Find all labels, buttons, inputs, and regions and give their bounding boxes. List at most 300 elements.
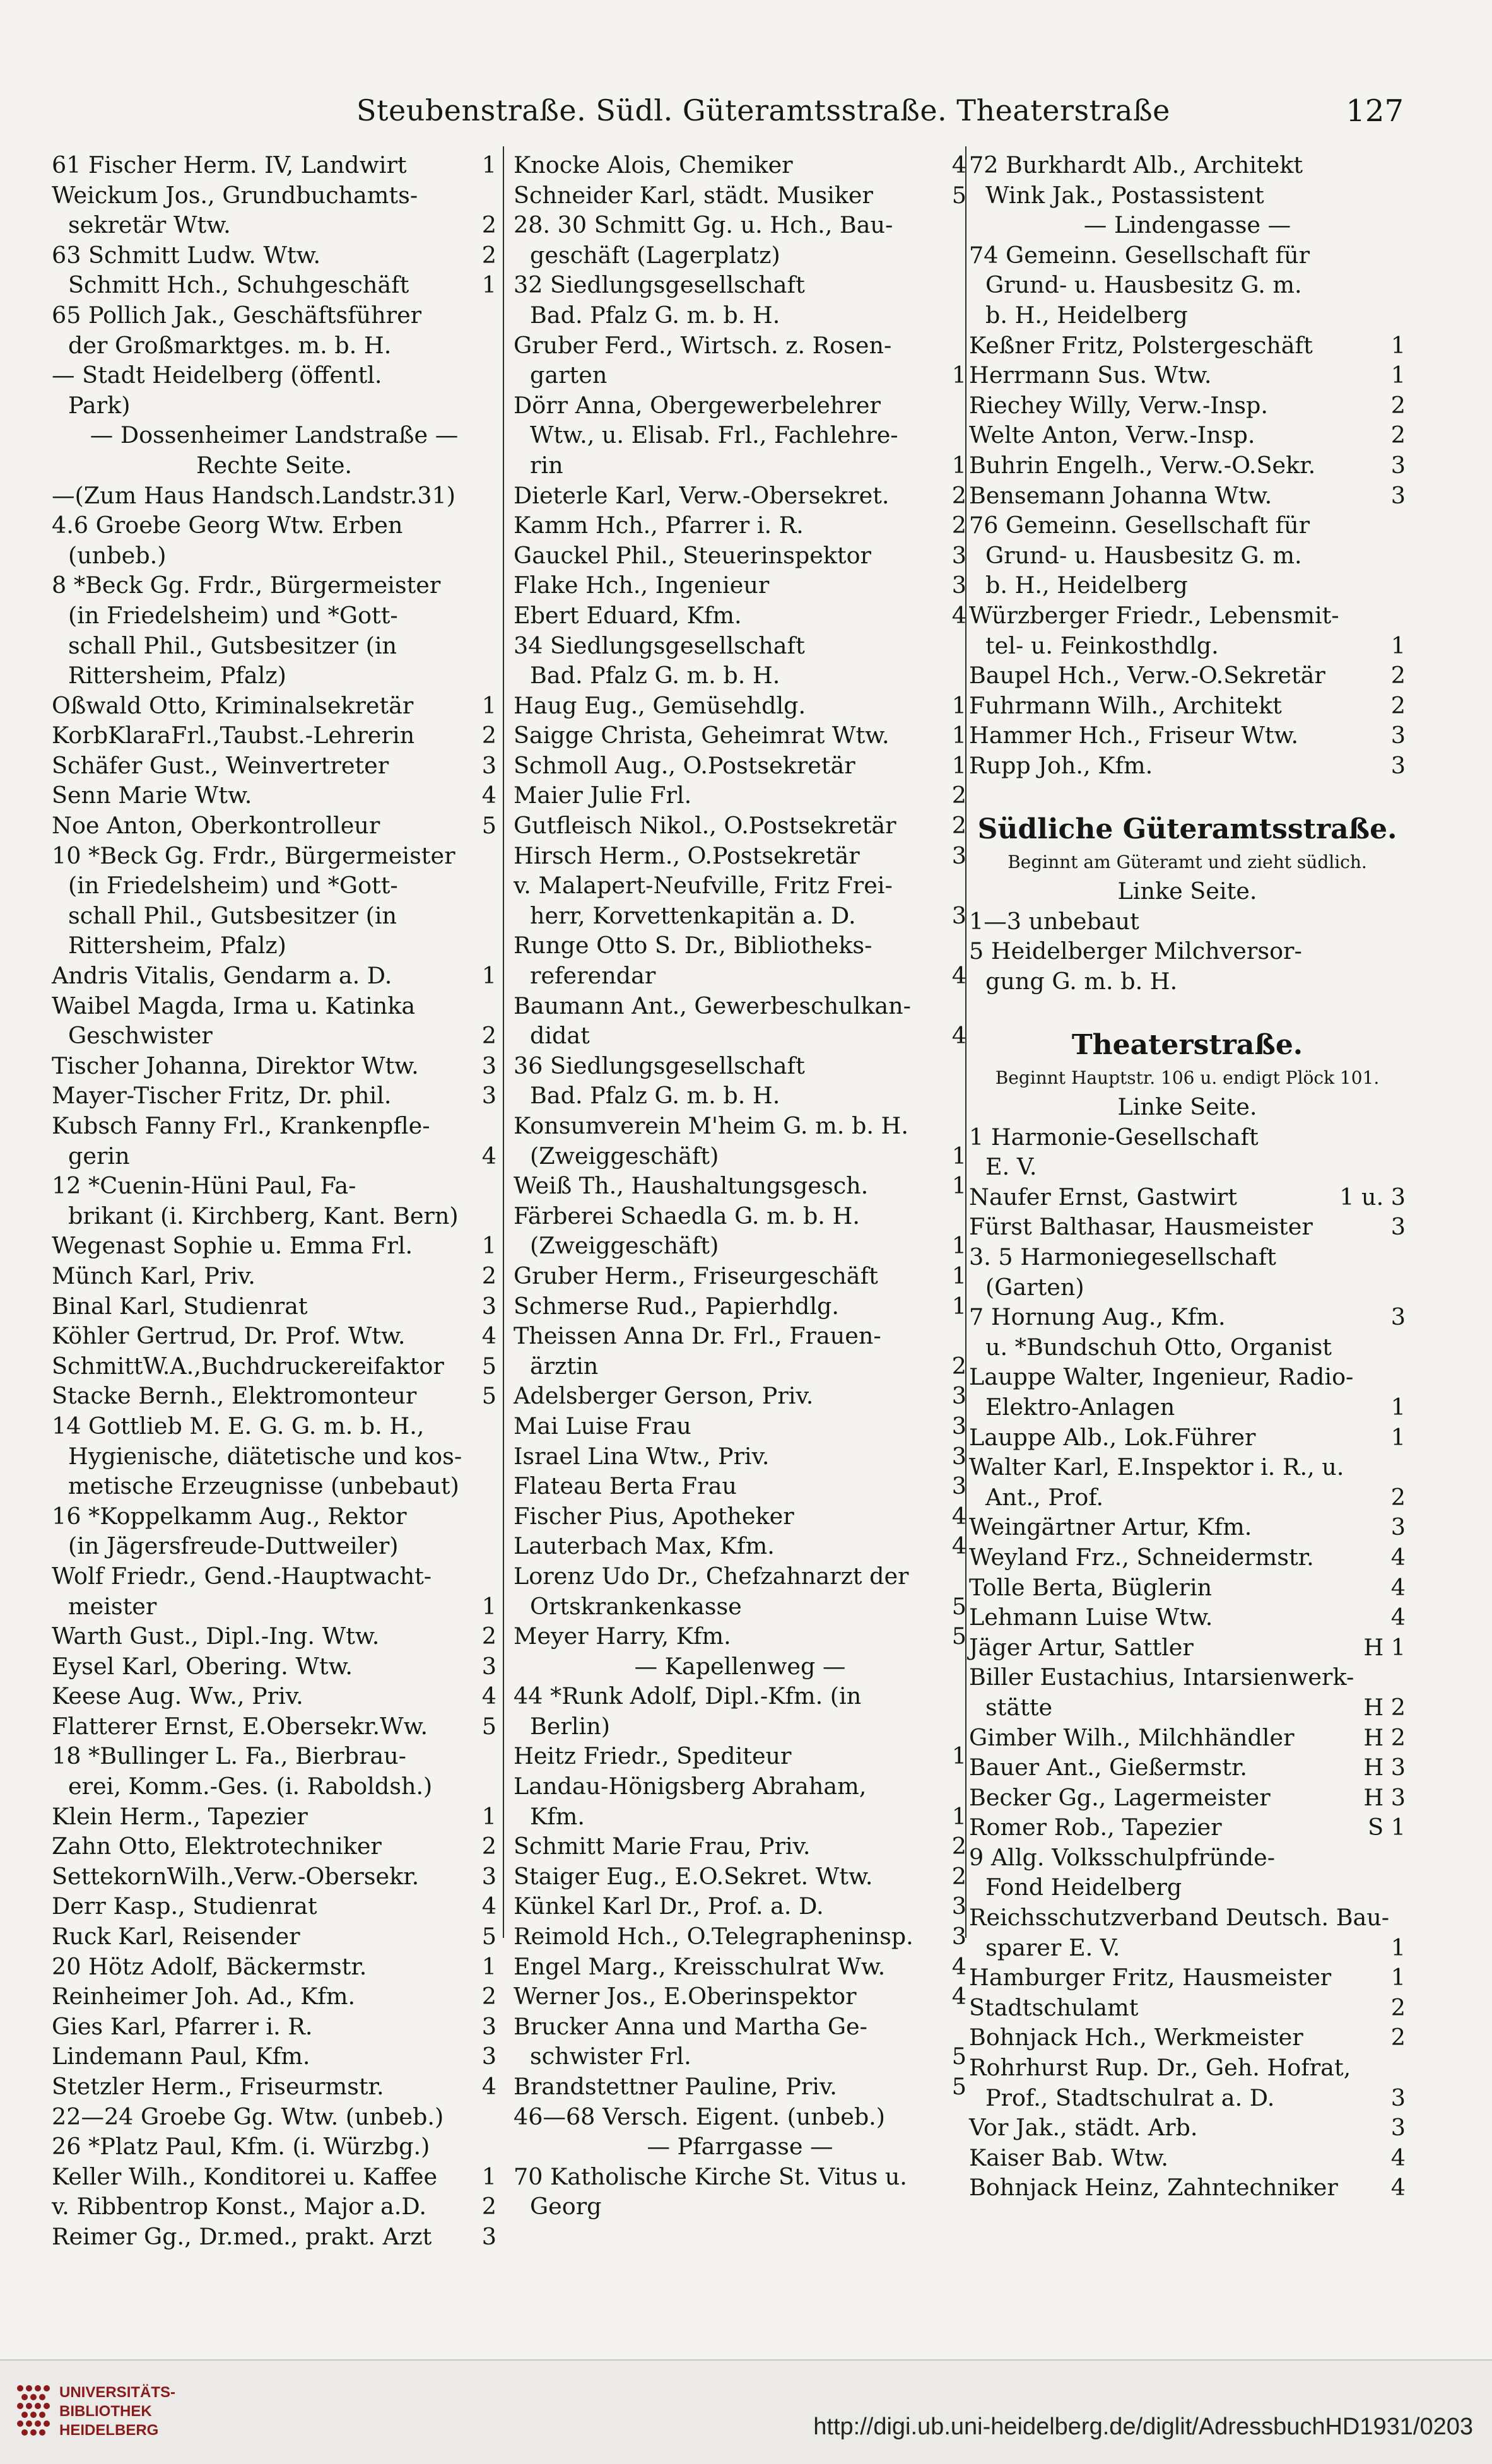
entry-text: 72 Burkhardt Alb., Architekt [969,151,1303,179]
floor-number [1389,300,1406,331]
directory-line [52,1321,496,1351]
directory-line [514,1952,966,1982]
floor-number: 1 [481,271,496,299]
floor-number [1389,601,1406,631]
floor-number [950,2012,966,2042]
floor-number: 5 [481,1712,496,1740]
directory-line [52,720,496,751]
directory-line [969,541,1406,571]
entry-text: — Pfarrgasse — [647,2133,833,2161]
directory-line [514,1891,966,1921]
entry-text: 74 Gemeinn. Gesellschaft für [969,241,1310,269]
entry-text: Maier Julie Frl. [514,782,692,809]
entry-text: schwister Frl. [530,2043,691,2070]
directory-line [52,481,496,511]
entry-text: Keßner Fritz, Polstergeschäft [969,331,1313,359]
entry-text: Buhrin Engelh., Verw.-O.Sekr. [969,451,1316,479]
library-name [59,2383,175,2440]
floor-number: 3 [481,1292,496,1320]
floor-number: 3 [1390,451,1406,479]
directory-line [52,1201,496,1231]
floor-number: 5 [481,1382,496,1410]
entry-text: Gutfleisch Nikol., O.Postsekretär [514,812,896,840]
directory-line [969,1903,1406,1933]
directory-line [52,1831,496,1862]
floor-number: 3 [951,572,966,599]
directory-line [52,1531,496,1561]
directory-line [969,240,1406,271]
directory-line [969,1423,1406,1453]
entry-text: Weingärtner Artur, Kfm. [969,1513,1252,1541]
entry-text: metische Erzeugnisse (unbebaut) [68,1472,459,1500]
entry-text: Knocke Alois, Chemiker [514,151,793,179]
running-title: Steubenstraße. Südl. Güteramtsstraße. Theaterstraße [356,93,1170,127]
floor-number: 1 [951,1232,966,1260]
directory-line [514,1051,966,1081]
directory-line [52,1741,496,1771]
entry-text: Georg [530,2193,602,2221]
entry-text: 14 Gottlieb M. E. G. G. m. b. H., [52,1412,425,1440]
directory-line [969,1212,1406,1242]
directory-line [52,1501,496,1532]
floor-number: 2 [951,1352,966,1380]
floor-number: 1 [481,2162,496,2190]
floor-number [1389,966,1406,997]
entry-text: Waibel Magda, Irma u. Katinka [52,992,416,1019]
entry-text: 10 *Beck Gg. Frdr., Bürgermeister [52,842,455,869]
floor-number: 1 [951,1802,966,1830]
floor-number: 2 [481,1833,496,1860]
entry-text: Flateau Berta Frau [514,1472,737,1500]
floor-number [1389,541,1406,571]
directory-line [969,1633,1406,1663]
floor-number [1389,996,1406,1026]
floor-number: 5 [951,2043,966,2070]
directory-line [52,601,496,631]
floor-number: 4 [951,1022,966,1050]
directory-line [969,631,1406,661]
directory-line [969,2083,1406,2113]
directory-line [969,720,1406,751]
entry-text: Elektro-Anlagen [985,1393,1175,1421]
directory-line [514,1592,966,1622]
entry-text: tel- u. Feinkosthdlg. [985,631,1219,659]
directory-line [969,2143,1406,2173]
floor-number: 1 [1390,1423,1406,1451]
floor-number [480,1741,496,1771]
entry-text: Mayer-Tischer Fritz, Dr. phil. [52,1082,392,1110]
entry-text: Grund- u. Hausbesitz G. m. [985,541,1302,569]
entry-text: 5 Heidelberger Milchversor- [969,937,1302,965]
floor-number: 1 [1390,1933,1406,1961]
entry-text: Walter Karl, E.Inspektor i. R., u. [969,1453,1344,1481]
entry-text: Israel Lina Wtw., Priv. [514,1442,770,1470]
floor-number: 3 [951,1923,966,1951]
entry-text: 7 Hornung Aug., Kfm. [969,1303,1226,1331]
floor-number [480,871,496,901]
floor-number: 3 [951,901,966,929]
entry-text: Ant., Prof. [985,1483,1104,1511]
entry-text: Bad. Pfalz G. m. b. H. [530,1082,780,1110]
floor-number: 3 [951,1382,966,1410]
directory-line [514,2191,966,2222]
directory-line [969,1933,1406,1963]
directory-line [969,2022,1406,2053]
directory-line [52,780,496,811]
floor-number: 1 [951,751,966,779]
floor-number: 3 [1390,2084,1406,2111]
directory-line [969,660,1406,691]
floor-number: H 1 [1363,1633,1406,1661]
directory-line [514,450,966,481]
floor-number: 3 [481,2012,496,2040]
floor-number: 1 [1390,331,1406,359]
entry-text: Gauckel Phil., Steuerinspektor [514,541,871,569]
entry-text: Brucker Anna und Martha Ge- [514,2012,867,2040]
entry-text: — Dossenheimer Landstraße — [90,421,459,449]
library-name-line: BIBLIOTHEK [59,2403,152,2420]
entry-text: Keller Wilh., Konditorei u. Kaffee [52,2162,438,2190]
entry-text: Baupel Hch., Verw.-O.Sekretär [969,662,1325,689]
section-label [969,1092,1406,1122]
entry-text: ärztin [530,1352,599,1380]
entry-text: Bohnjack Heinz, Zahntechniker [969,2174,1338,2202]
directory-line [969,1272,1406,1303]
entry-text: garten [530,361,608,389]
floor-number: 1 [481,151,496,179]
entry-text: Hammer Hch., Friseur Wtw. [969,722,1299,749]
floor-number: 3 [481,2222,496,2250]
floor-number: 3 [1390,2114,1406,2142]
entry-text: Wolf Friedr., Gend.-Hauptwacht- [52,1562,432,1590]
entry-text: 61 Fischer Herm. IV, Landwirt [52,151,407,179]
entry-text: 20 Hötz Adolf, Bäckermstr. [52,1952,367,1980]
entry-text: Landau-Hönigsberg Abraham, [514,1773,867,1800]
floor-number [950,210,966,240]
floor-number [950,1051,966,1081]
directory-line [514,780,966,811]
floor-number: 1 [951,1292,966,1320]
entry-text: Lindemann Paul, Kfm. [52,2043,310,2070]
directory-line [969,1962,1406,1993]
directory-line [969,1302,1406,1332]
directory-line [514,601,966,631]
directory-line [514,300,966,331]
directory-line [52,1771,496,1802]
floor-number: 1 [951,722,966,749]
directory-line [514,1771,966,1802]
floor-number: 3 [951,1892,966,1920]
floor-number [480,1201,496,1231]
floor-number: 3 [481,1052,496,1079]
entry-text: Romer Rob., Tapezier [969,1814,1222,1841]
directory-line [52,1471,496,1501]
directory-line [969,1662,1406,1693]
directory-line [52,1921,496,1952]
entry-text: (unbeb.) [68,541,167,569]
column-1 [52,150,496,2250]
directory-line [52,991,496,1021]
directory-line [514,751,966,781]
entry-text: Beginnt Hauptstr. 106 u. endigt Plöck 101. [995,1067,1380,1089]
entry-text: (Zweiggeschäft) [530,1142,719,1170]
floor-number: 4 [481,1142,496,1170]
permalink-url[interactable]: http://digi.ub.uni-heidelberg.de/diglit/AdressbuchHD1931/0203 [813,2414,1473,2440]
floor-number: 1 [951,361,966,389]
directory-line [52,2012,496,2042]
entry-text: b. H., Heidelberg [985,572,1188,599]
entry-text: —(Zum Haus Handsch.Landstr.31) [52,481,455,509]
directory-line [52,2222,496,2252]
directory-line [969,331,1406,361]
floor-number [950,2162,966,2192]
floor-number: 3 [1390,1303,1406,1331]
entry-text: Fond Heidelberg [985,1874,1182,1901]
entry-text: Lehmann Luise Wtw. [969,1604,1213,1631]
page-number: 127 [1346,93,1404,129]
directory-line [514,811,966,841]
entry-text: 1—3 unbebaut [969,907,1139,935]
directory-line [969,1182,1406,1212]
entry-text: Saigge Christa, Geheimrat Wtw. [514,722,890,749]
entry-text: Weyland Frz., Schneidermstr. [969,1543,1314,1571]
floor-number [1389,780,1406,811]
entry-text: Fürst Balthasar, Hausmeister [969,1213,1313,1241]
entry-text: Wink Jak., Postassistent [985,181,1264,209]
directory-line [52,300,496,331]
directory-line [969,780,1406,811]
entry-text: 28. 30 Schmitt Gg. u. Hch., Bau- [514,211,893,239]
directory-line [514,1111,966,1141]
floor-number: 2 [1390,1993,1406,2021]
directory-line [969,1512,1406,1542]
directory-line [514,660,966,691]
directory-line [514,1411,966,1441]
entry-text: Naufer Ernst, Gastwirt [969,1183,1237,1211]
directory-line [514,1531,966,1561]
directory-line [514,1381,966,1411]
entry-text: 44 *Runk Adolf, Dipl.-Kfm. (in [514,1682,862,1710]
directory-line [514,570,966,601]
entry-text: Reinheimer Joh. Ad., Kfm. [52,1983,356,2010]
floor-number [1389,150,1406,180]
directory-line [969,1723,1406,1753]
entry-text: 63 Schmitt Ludw. Wtw. [52,241,321,269]
entry-text: Rupp Joh., Kfm. [969,751,1153,779]
directory-line [514,210,966,240]
entry-text: Prof., Stadtschulrat a. D. [985,2084,1275,2111]
floor-number [950,930,966,961]
floor-number: 5 [951,181,966,209]
floor-number [1389,1122,1406,1153]
floor-number [480,631,496,661]
column-2 [514,150,966,2221]
directory-line [52,1171,496,1201]
directory-line [52,1561,496,1592]
column-divider [503,146,504,1938]
directory-line [52,2102,496,2132]
floor-number: 4 [481,2073,496,2100]
floor-number: 3 [1390,1213,1406,1241]
floor-number [1389,1843,1406,1873]
directory-line [514,901,966,931]
directory-line [52,360,496,390]
directory-line [514,930,966,961]
entry-text: b. H., Heidelberg [985,301,1188,329]
floor-number: 3 [481,751,496,779]
floor-number [1389,270,1406,300]
entry-text: 8 *Beck Gg. Frdr., Bürgermeister [52,572,441,599]
entry-text: Linke Seite. [1117,877,1257,905]
entry-text: 12 *Cuenin-Hüni Paul, Fa- [52,1172,356,1200]
entry-text: herr, Korvettenkapitän a. D. [530,901,856,929]
entry-text: Gruber Herm., Friseurgeschäft [514,1262,878,1289]
directory-line [52,331,496,361]
directory-line [514,1291,966,1322]
entry-text: brikant (i. Kirchberg, Kant. Bern) [68,1202,459,1229]
viewer-footer [0,2361,1492,2464]
entry-text: Ortskrankenkasse [530,1592,742,1620]
floor-number [480,1111,496,1141]
floor-number: 1 [951,1172,966,1200]
entry-text: stätte [985,1693,1053,1721]
floor-number [480,1561,496,1592]
entry-text: (Zweiggeschäft) [530,1232,719,1260]
floor-number [950,1711,966,1742]
floor-number [480,1531,496,1561]
directory-line [52,180,496,211]
entry-text: Flake Hch., Ingenieur [514,572,770,599]
entry-text: Bohnjack Hch., Werkmeister [969,2024,1303,2051]
directory-line [52,1021,496,1051]
floor-number: 5 [951,1592,966,1620]
directory-line [52,871,496,901]
floor-number [1389,240,1406,271]
entry-text: Geschwister [68,1022,213,1050]
directory-line [969,1783,1406,1813]
floor-number: H 3 [1363,1754,1406,1781]
entry-text: Werner Jos., E.Oberinspektor [514,1983,857,2010]
entry-text: (in Friedelsheim) und *Gott- [68,872,398,900]
directory-line [52,1381,496,1411]
entry-text: Vor Jak., städt. Arb. [969,2114,1198,2142]
entry-text: 9 Allg. Volksschulpfründe- [969,1843,1276,1871]
directory-line [52,1441,496,1472]
entry-text: Stetzler Herm., Friseurmstr. [52,2073,384,2100]
directory-line [514,1441,966,1472]
directory-line [969,1242,1406,1272]
entry-text: rin [530,451,563,479]
floor-number [950,240,966,271]
directory-line [52,1862,496,1892]
entry-text: — Kapellenweg — [634,1652,846,1680]
floor-number: 5 [481,812,496,840]
entry-text: Theaterstraße. [1071,1029,1303,1062]
floor-number [1389,1452,1406,1482]
entry-text: Tischer Johanna, Direktor Wtw. [52,1052,419,1079]
entry-text: Lauppe Walter, Ingenieur, Radio- [969,1363,1354,1391]
floor-number [1389,906,1406,937]
floor-number [950,420,966,450]
directory-line [969,1812,1406,1843]
directory-line [514,1231,966,1261]
entry-text: Linke Seite. [1117,1093,1257,1121]
entry-text: gerin [68,1142,130,1170]
floor-number: 5 [481,1923,496,1951]
entry-text [969,780,1389,811]
entry-text: Kamm Hch., Pfarrer i. R. [514,512,804,539]
entry-text: meister [68,1592,157,1620]
directory-line [514,1802,966,1832]
floor-number: 4 [951,151,966,179]
floor-number: 2 [1390,662,1406,689]
directory-line [52,901,496,931]
floor-number: 1 u. 3 [1339,1183,1406,1211]
section-heading [969,1026,1406,1064]
entry-text: Künkel Karl Dr., Prof. a. D. [514,1892,824,1920]
directory-line [514,390,966,421]
floor-number: 2 [951,812,966,840]
entry-text: sparer E. V. [985,1933,1120,1961]
directory-line [514,1862,966,1892]
floor-number: 2 [951,1862,966,1890]
directory-line [969,996,1406,1026]
entry-text: Reimer Gg., Dr.med., prakt. Arzt [52,2222,432,2250]
directory-line [969,270,1406,300]
floor-number: 4 [481,782,496,809]
entry-text: Becker Gg., Lagermeister [969,1783,1271,1811]
directory-line [52,811,496,841]
entry-text: Mai Luise Frau [514,1412,691,1440]
floor-number [480,991,496,1021]
directory-line [969,1122,1406,1153]
entry-text: Theissen Anna Dr. Frl., Frauen- [514,1322,881,1350]
directory-line [52,2041,496,2072]
directory-line [514,420,966,450]
entry-text: Lauterbach Max, Kfm. [514,1532,775,1560]
directory-line [52,660,496,691]
entry-text: Eysel Karl, Obering. Wtw. [52,1652,353,1680]
floor-number: 3 [481,1862,496,1890]
floor-number: S 1 [1368,1814,1406,1841]
entry-text: Oßwald Otto, Kriminalsekretär [52,691,414,719]
directory-line [52,2132,496,2162]
directory-line [514,1711,966,1742]
directory-line [52,150,496,180]
floor-number: 4 [1390,1543,1406,1571]
floor-number: H 3 [1363,1783,1406,1811]
directory-line [969,1452,1406,1482]
floor-number [480,510,496,541]
directory-line [969,936,1406,966]
directory-line [514,180,966,211]
entry-text: 18 *Bullinger L. Fa., Bierbrau- [52,1742,406,1770]
directory-line [969,1993,1406,2023]
directory-line [52,1651,496,1682]
entry-text: Grund- u. Hausbesitz G. m. [985,271,1302,299]
floor-number: 4 [951,1532,966,1560]
entry-text: Hygienische, diätetische und kos- [68,1442,462,1470]
floor-number [480,331,496,361]
directory-line [514,2102,966,2132]
entry-text: v. Ribbentrop Konst., Major a.D. [52,2193,426,2221]
floor-number: 3 [1390,481,1406,509]
entry-text: Weiß Th., Haushaltungsgesch. [514,1172,869,1200]
directory-line [514,1561,966,1592]
floor-number: 4 [1390,1604,1406,1631]
floor-number: 1 [481,1592,496,1620]
library-logo[interactable] [14,2379,176,2449]
